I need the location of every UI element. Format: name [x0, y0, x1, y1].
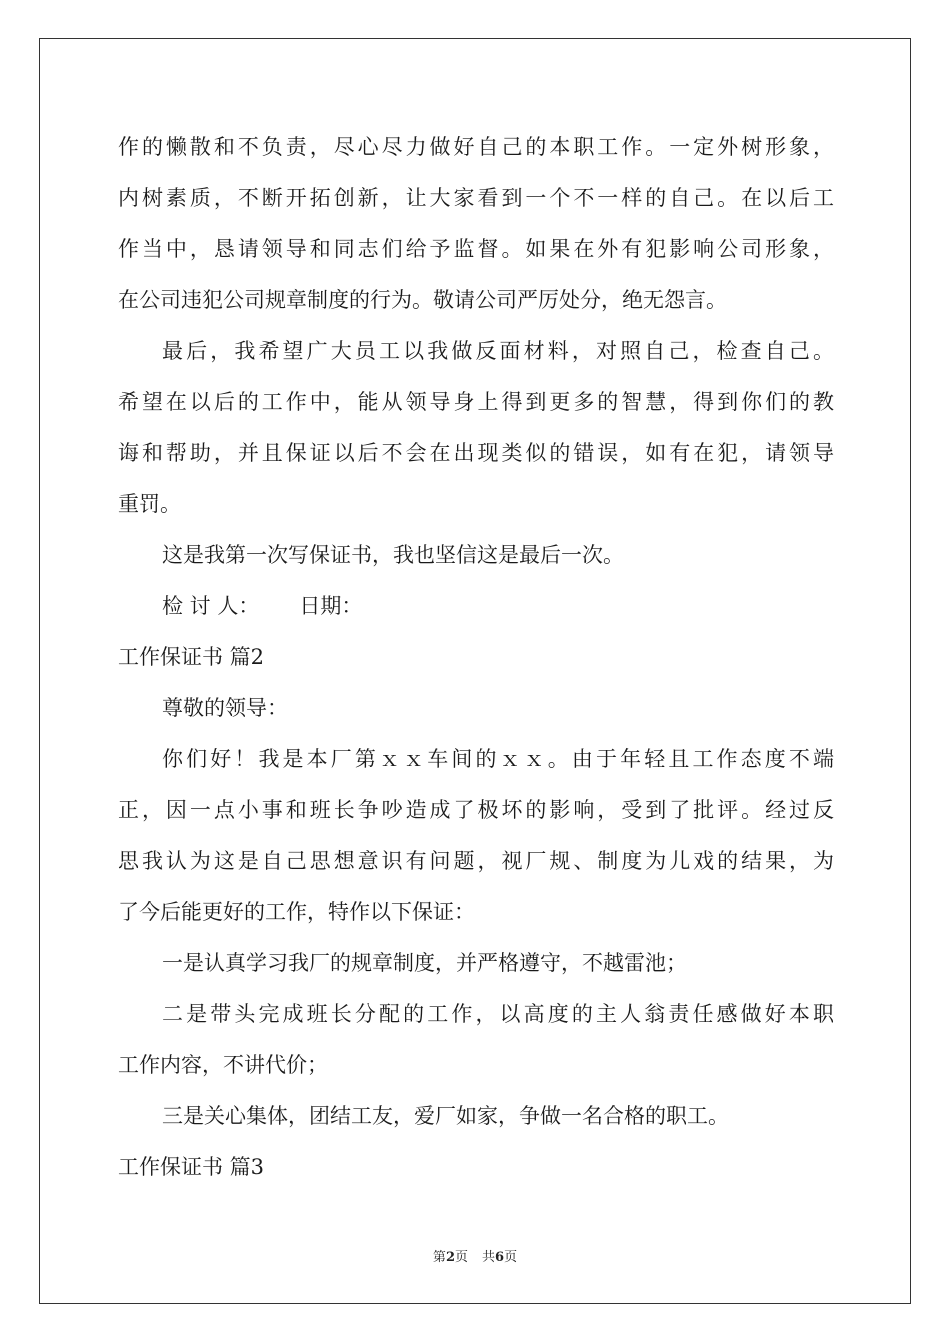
- paragraph-line: 思我认为这是自己思想意识有问题，视厂规、制度为儿戏的结果，为: [118, 849, 834, 873]
- section-3-heading: 工作保证书 篇3: [118, 1155, 265, 1179]
- paragraph-line: 内树素质，不断开拓创新，让大家看到一个不一样的自己。在以后工: [118, 186, 834, 210]
- paragraph-line: 你们好！我是本厂第ｘｘ车间的ｘｘ。由于年轻且工作态度不端: [162, 747, 834, 771]
- paragraph-line: 诲和帮助，并且保证以后不会在出现类似的错误，如有在犯，请领导: [118, 441, 834, 465]
- footer-page-number: 2: [445, 1250, 455, 1265]
- footer-page-suffix: 页: [454, 1250, 468, 1265]
- paragraph-line: 作的懒散和不负责，尽心尽力做好自己的本职工作。一定外树形象，: [118, 135, 834, 159]
- paragraph-line: 最后，我希望广大员工以我做反面材料，对照自己，检查自己。: [162, 339, 834, 363]
- paragraph-line: 一是认真学习我厂的规章制度，并严格遵守，不越雷池；: [162, 951, 687, 975]
- paragraph-line: 希望在以后的工作中，能从领导身上得到更多的智慧，得到你们的教: [118, 390, 834, 414]
- paragraph-line: 这是我第一次写保证书，我也坚信这是最后一次。: [162, 543, 624, 567]
- paragraph-line: 工作内容，不讲代价；: [118, 1053, 328, 1077]
- document-body: [118, 125, 834, 1196]
- paragraph-line: 在公司违犯公司规章制度的行为。敬请公司严厉处分，绝无怨言。: [118, 288, 727, 312]
- paragraph-line: 重罚。: [118, 492, 181, 516]
- footer-total-prefix: 共: [482, 1250, 496, 1265]
- page-footer: [0, 1246, 950, 1265]
- date-label: 日期：: [299, 594, 363, 618]
- section-1-body: [118, 125, 834, 584]
- paragraph-line: 了今后能更好的工作，特作以下保证：: [118, 900, 475, 924]
- section-2-heading: 工作保证书 篇2: [118, 645, 265, 669]
- footer-page-prefix: 第: [432, 1250, 446, 1265]
- footer-total-pages: 6: [495, 1250, 505, 1265]
- paragraph-line: 三是关心集体，团结工友，爱厂如家，争做一名合格的职工。: [162, 1104, 729, 1128]
- reviewer-label: 检 讨 人：: [162, 594, 260, 618]
- paragraph-line: 尊敬的领导：: [162, 696, 288, 720]
- paragraph-line: 二是带头完成班长分配的工作，以高度的主人翁责任感做好本职: [162, 1002, 834, 1026]
- section-2-body: [118, 686, 834, 1145]
- paragraph-line: 正，因一点小事和班长争吵造成了极坏的影响，受到了批评。经过反: [118, 798, 834, 822]
- footer-total-suffix: 页: [504, 1250, 518, 1265]
- paragraph-line: 作当中，恳请领导和同志们给予监督。如果在外有犯影响公司形象，: [118, 237, 834, 261]
- signature-line: [118, 584, 834, 635]
